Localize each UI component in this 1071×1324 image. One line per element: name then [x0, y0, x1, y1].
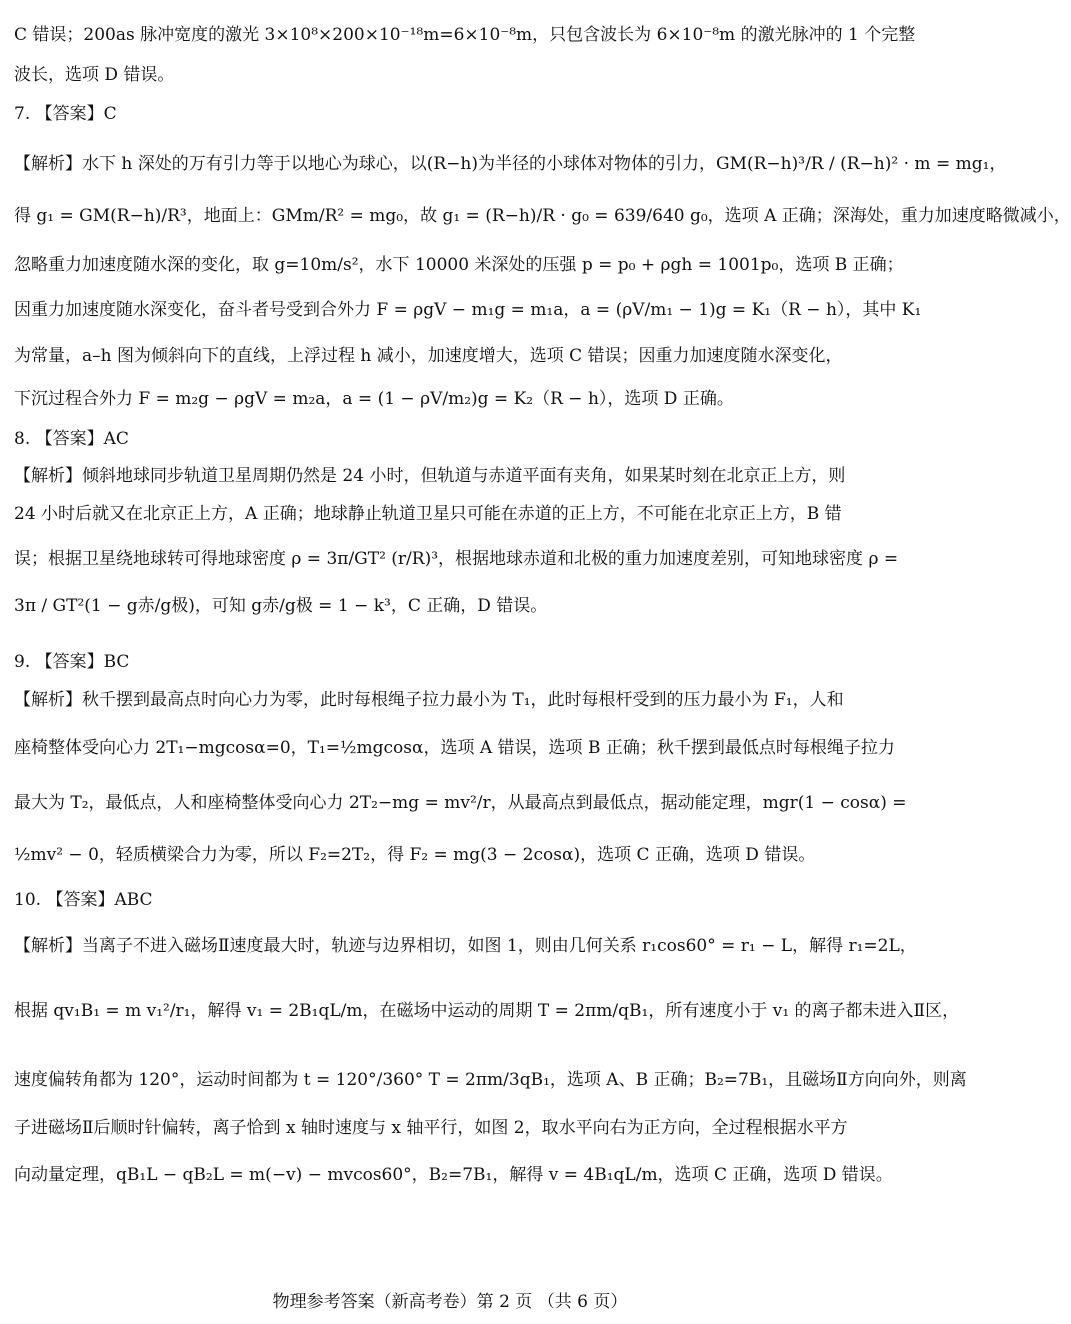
text-line: 【解析】水下 h 深处的万有引力等于以地心为球心，以(R−h)为半径的小球体对物体的引力，GM(R−h)³/R / (R−h)² · m = mg₁， — [14, 154, 1007, 174]
text-line: 24 小时后就又在北京正上方，A 正确；地球静止轨道卫星只可能在赤道的正上方，不可能在北京正上方，B 错 — [14, 504, 842, 524]
text-line: 得 g₁ = GM(R−h)/R³，地面上：GMm/R² = mg₀，故 g₁ = (R−h)/R · g₀ = 639/640 g₀，选项 A 正确；深海处，重力加速度略微减小， — [14, 206, 1071, 226]
text-line: 速度偏转角都为 120°，运动时间都为 t = 120°/360° T = 2πm/3qB₁，选项 A、B 正确；B₂=7B₁，且磁场Ⅱ方向向外，则离 — [14, 1070, 967, 1090]
text-line: 误；根据卫星绕地球转可得地球密度 ρ = 3π/GT² (r/R)³，根据地球赤道和北极的重力加速度差别，可知地球密度 ρ = — [14, 549, 899, 569]
text-line: 【解析】倾斜地球同步轨道卫星周期仍然是 24 小时，但轨道与赤道平面有夹角，如果某时刻在北京正上方，则 — [14, 466, 846, 486]
text-line: C 错误；200as 脉冲宽度的激光 3×10⁸×200×10⁻¹⁸m=6×10⁻⁸m，只包含波长为 6×10⁻⁸m 的激光脉冲的 1 个完整 — [14, 25, 916, 45]
text-line: 波长，选项 D 错误。 — [14, 65, 175, 85]
text-line: ½mv² − 0，轻质横梁合力为零，所以 F₂=2T₂，得 F₂ = mg(3 − 2cosα)，选项 C 正确，选项 D 错误。 — [14, 845, 816, 865]
text-line: 子进磁场Ⅱ后顺时针偏转，离子恰到 x 轴时速度与 x 轴平行，如图 2，取水平向右为正方向，全过程根据水平方 — [14, 1118, 848, 1138]
text-line: 根据 qv₁B₁ = m v₁²/r₁，解得 v₁ = 2B₁qL/m，在磁场中运动的周期 T = 2πm/qB₁，所有速度小于 v₁ 的离子都未进入Ⅱ区， — [14, 1001, 960, 1021]
text-line: 下沉过程合外力 F = m₂g − ρgV = m₂a，a = (1 − ρV/m₂)g = K₂（R − h），选项 D 正确。 — [14, 389, 734, 409]
question-heading: 8. 【答案】AC — [14, 429, 129, 449]
question-heading: 10. 【答案】ABC — [14, 890, 153, 910]
text-line: 座椅整体受向心力 2T₁−mgcosα=0，T₁=½mgcosα，选项 A 错误，选项 B 正确；秋千摆到最低点时每根绳子拉力 — [14, 738, 895, 758]
page-footer: 物理参考答案（新高考卷）第 2 页 （共 6 页） — [272, 1292, 628, 1312]
text-line: 因重力加速度随水深变化，奋斗者号受到合外力 F = ρgV − m₁g = m₁a，a = (ρV/m₁ − 1)g = K₁（R − h），其中 K₁ — [14, 300, 922, 320]
question-heading: 7. 【答案】C — [14, 104, 117, 124]
text-line: 为常量，a–h 图为倾斜向下的直线，上浮过程 h 减小，加速度增大，选项 C 错误；因重力加速度随水深变化， — [14, 346, 843, 366]
text-line: 向动量定理，qB₁L − qB₂L = m(−v) − mvcos60°，B₂=7B₁，解得 v = 4B₁qL/m，选项 C 正确，选项 D 错误。 — [14, 1165, 893, 1185]
text-line: 3π / GT²(1 − g赤/g极)，可知 g赤/g极 = 1 − k³，C 正确，D 错误。 — [14, 596, 548, 616]
text-line: 【解析】秋千摆到最高点时向心力为零，此时每根绳子拉力最小为 T₁，此时每根杆受到的压力最小为 F₁，人和 — [14, 690, 844, 710]
text-line: 最大为 T₂，最低点，人和座椅整体受向心力 2T₂−mg = mv²/r，从最高点到最低点，据动能定理，mgr(1 − cosα) = — [14, 793, 907, 813]
text-line: 【解析】当离子不进入磁场Ⅱ速度最大时，轨迹与边界相切，如图 1，则由几何关系 r₁cos60° = r₁ − L，解得 r₁=2L， — [14, 936, 917, 956]
question-heading: 9. 【答案】BC — [14, 652, 130, 672]
text-line: 忽略重力加速度随水深的变化，取 g=10m/s²，水下 10000 米深处的压强 p = p₀ + ρgh = 1001p₀，选项 B 正确； — [14, 255, 904, 275]
